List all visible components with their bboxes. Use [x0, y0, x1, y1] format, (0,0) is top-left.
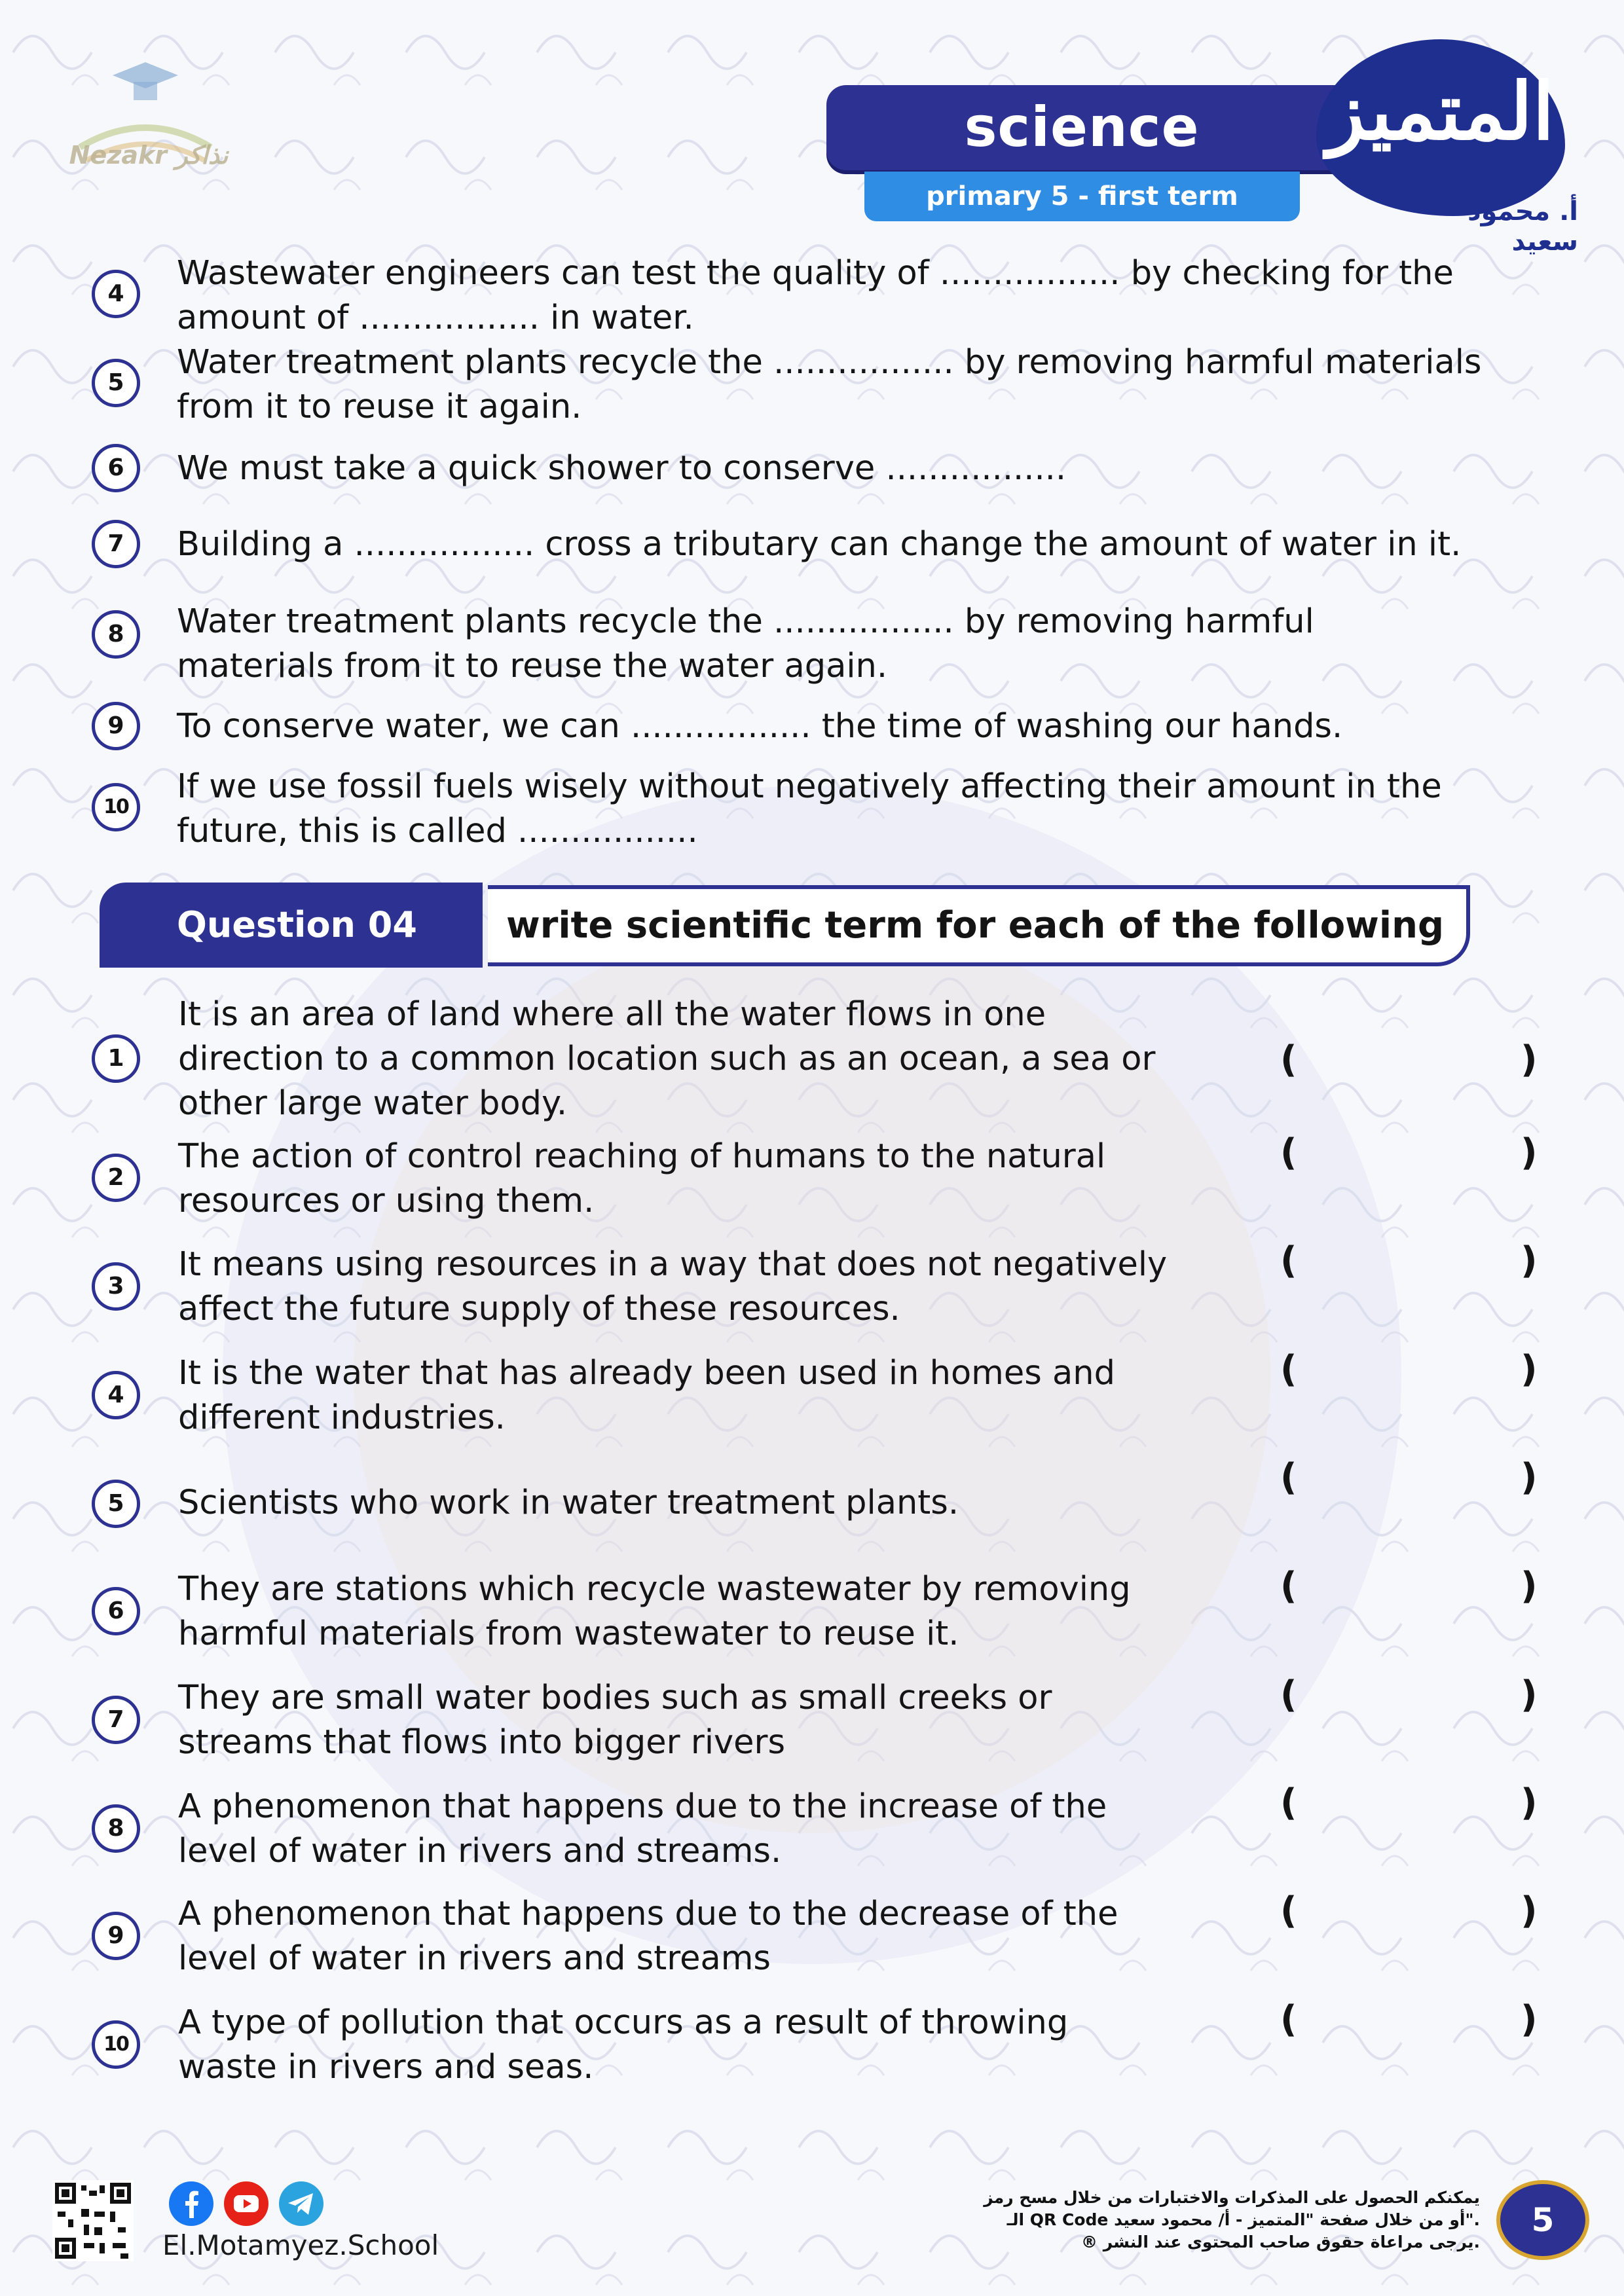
answer-paren-close: ) — [1521, 1131, 1538, 1174]
footer-note-line: ® يرجى مراعاة حقوق صاحب المحتوى عند النشر. — [1081, 2232, 1480, 2251]
question-line: Water treatment plants recycle the ................. by removing harmful materials — [177, 343, 1482, 382]
brand-logo-text: المتميز — [1327, 65, 1555, 158]
answer-paren-open: ( — [1280, 1673, 1297, 1716]
question-line: It is the water that has already been used in homes and — [178, 1354, 1115, 1393]
question-line: A phenomenon that happens due to the increase of the — [178, 1787, 1107, 1826]
answer-paren-close: ) — [1521, 1565, 1538, 1607]
question-line: affect the future supply of these resources. — [178, 1290, 900, 1328]
question-line: A phenomenon that happens due to the decrease of the — [178, 1895, 1118, 1933]
question-number: 9 — [92, 1912, 140, 1960]
answer-paren-open: ( — [1280, 1239, 1297, 1282]
question-number: 4 — [92, 270, 140, 318]
question-line: level of water in rivers and streams. — [178, 1832, 782, 1870]
answer-paren-close: ) — [1521, 1348, 1538, 1391]
question-line: different industries. — [178, 1398, 506, 1437]
question-number: 6 — [92, 1587, 140, 1635]
answer-paren-close: ) — [1521, 1889, 1538, 1932]
question-line: Building a ................. cross a tributary can change the amount of water in it. — [177, 525, 1462, 564]
question-number: 4 — [92, 1371, 140, 1419]
question-line: They are stations which recycle wastewater by removing — [178, 1570, 1131, 1609]
subject-title: science — [964, 95, 1200, 159]
question-number: 10 — [92, 2020, 140, 2069]
author-name: أ. محمود سعيد — [1467, 196, 1578, 257]
question-number: 9 — [92, 702, 140, 750]
level-subtitle: primary 5 - first term — [864, 172, 1300, 221]
answer-paren-close: ) — [1521, 1781, 1538, 1824]
answer-paren-open: ( — [1280, 1998, 1297, 2041]
question-line: resources or using them. — [178, 1182, 595, 1220]
question-line: level of water in rivers and streams — [178, 1939, 771, 1978]
question-number: 7 — [92, 520, 140, 568]
question-number: 8 — [92, 1804, 140, 1853]
answer-paren-open: ( — [1280, 1348, 1297, 1391]
telegram-icon[interactable] — [278, 2180, 325, 2227]
footer-note-line: يمكنكم الحصول على المذكرات والاختبارات من خلال مسح رمز — [984, 2188, 1480, 2207]
question-line: Scientists who work in water treatment plants. — [178, 1484, 959, 1522]
question-number: 8 — [92, 610, 140, 659]
question-04-instruction: write scientific term for each of the following — [488, 885, 1470, 966]
facebook-icon[interactable] — [168, 2180, 215, 2227]
question-line: other large water body. — [178, 1084, 568, 1123]
footer-note — [969, 2187, 1480, 2253]
question-number: 5 — [92, 1480, 140, 1528]
question-line: harmful materials from wastewater to reuse it. — [178, 1614, 959, 1653]
question-number: 1 — [92, 1034, 140, 1083]
question-line: We must take a quick shower to conserve ................. — [177, 449, 1067, 488]
answer-paren-open: ( — [1280, 1038, 1297, 1081]
question-number: 3 — [92, 1262, 140, 1311]
question-number: 2 — [92, 1154, 140, 1202]
question-line: direction to a common location such as an ocean, a sea or — [178, 1040, 1156, 1078]
qr-code-icon[interactable] — [52, 2180, 134, 2261]
question-line: To conserve water, we can ................. the time of washing our hands. — [177, 707, 1343, 746]
question-line: The action of control reaching of humans to the natural — [178, 1137, 1106, 1176]
question-line: It means using resources in a way that does not negatively — [178, 1245, 1168, 1284]
question-number: 10 — [92, 783, 140, 831]
question-line: streams that flows into bigger rivers — [178, 1723, 786, 1762]
answer-paren-open: ( — [1280, 1131, 1297, 1174]
question-line: future, this is called ................. — [177, 812, 698, 850]
youtube-icon[interactable] — [223, 2180, 270, 2227]
question-line: Wastewater engineers can test the quality of ................. by checking for the — [177, 254, 1454, 293]
answer-paren-open: ( — [1280, 1781, 1297, 1824]
question-line: waste in rivers and seas. — [178, 2048, 594, 2086]
question-number: 6 — [92, 444, 140, 492]
answer-paren-close: ) — [1521, 1038, 1538, 1081]
question-line: materials from it to reuse the water again. — [177, 647, 888, 685]
answer-paren-close: ) — [1521, 1456, 1538, 1499]
question-line: If we use fossil fuels wisely without negatively affecting their amount in the — [177, 767, 1442, 806]
question-04-label: Question 04 — [100, 883, 483, 968]
question-line: Water treatment plants recycle the ................. by removing harmful — [177, 602, 1314, 641]
question-number: 5 — [92, 359, 140, 407]
nezakr-logo-text: Nezakr نذاكر — [69, 141, 229, 170]
question-number: 7 — [92, 1696, 140, 1744]
answer-paren-close: ) — [1521, 1239, 1538, 1282]
answer-paren-open: ( — [1280, 1565, 1297, 1607]
question-line: It is an area of land where all the water flows in one — [178, 995, 1046, 1034]
question-line: They are small water bodies such as small creeks or — [178, 1679, 1052, 1717]
question-line: from it to reuse it again. — [177, 388, 582, 426]
footer-note-line: الـ QR Code أو من خلال صفحة "المتميز - أ/ محمود سعيد". — [1006, 2210, 1480, 2229]
question-line: amount of ................. in water. — [177, 299, 694, 337]
answer-paren-open: ( — [1280, 1456, 1297, 1499]
answer-paren-close: ) — [1521, 1998, 1538, 2041]
question-line: A type of pollution that occurs as a result of throwing — [178, 2003, 1069, 2042]
page-number: 5 — [1496, 2180, 1589, 2260]
answer-paren-open: ( — [1280, 1889, 1297, 1932]
answer-paren-close: ) — [1521, 1673, 1538, 1716]
website-link[interactable]: El.Motamyez.School — [162, 2229, 439, 2261]
